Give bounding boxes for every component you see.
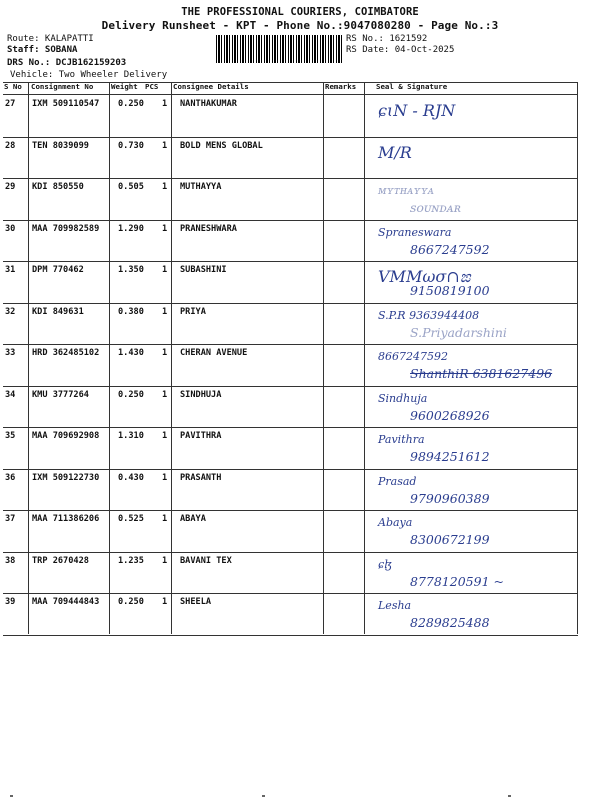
row-consignment-no: KMU 3777264 xyxy=(32,389,89,400)
row-divider xyxy=(3,261,578,262)
row-divider xyxy=(3,552,578,553)
signature-line-2: 8300672199 xyxy=(410,532,490,547)
vehicle-label: Vehicle: Two Wheeler Delivery xyxy=(10,70,168,80)
row-consignment-no: MAA 709444843 xyxy=(32,597,100,607)
row-divider xyxy=(3,303,578,304)
col-pcs-header: PCS xyxy=(145,82,159,91)
rs-date: RS Date: 04-Oct-2025 xyxy=(346,45,455,55)
row-pcs: 1 xyxy=(162,597,168,607)
row-weight: 1.310 xyxy=(118,431,144,441)
col-consignee-header: Consignee Details xyxy=(173,82,249,91)
col-consignment-header: Consignment No xyxy=(31,82,94,91)
row-divider xyxy=(3,220,578,221)
signature-line-2: ShanthiR 6381627496 xyxy=(410,366,553,381)
row-consignee-name: BOLD MENS GLOBAL xyxy=(180,140,263,151)
scan-mark xyxy=(262,795,265,797)
signature-line-1: M/R xyxy=(378,142,412,162)
row-consignment-no: KDI 850550 xyxy=(32,182,84,192)
signature-line-1: Prasad xyxy=(378,474,417,488)
row-consignee-name: SHEELA xyxy=(180,597,212,607)
row-sno: 34 xyxy=(5,389,16,400)
scan-mark xyxy=(10,795,13,797)
row-divider xyxy=(3,510,578,511)
row-sno: 28 xyxy=(5,140,16,151)
row-consignment-no: MAA 711386206 xyxy=(32,514,100,524)
row-pcs: 1 xyxy=(162,99,168,109)
row-weight: 0.505 xyxy=(118,182,144,192)
row-consignment-no: DPM 770462 xyxy=(32,265,84,275)
signature-line-2: 9790960389 xyxy=(410,490,490,506)
signature-line-1: VMMωσ∩ಙ xyxy=(378,267,471,286)
row-divider xyxy=(3,593,578,594)
scan-mark xyxy=(508,795,511,797)
row-consignment-no: MAA 709692908 xyxy=(32,431,100,441)
signature-line-2: S.Priyadarshini xyxy=(410,324,507,340)
signature-line-2: 8778120591 ~ xyxy=(410,573,504,589)
row-weight: 0.730 xyxy=(118,140,144,151)
row-sno: 29 xyxy=(5,182,16,192)
row-pcs: 1 xyxy=(162,223,168,234)
row-sno: 32 xyxy=(5,306,16,317)
signature-line-1: ᴍʏᴛʜᴀʏʏᴀ xyxy=(378,184,435,197)
row-consignment-no: TEN 8039099 xyxy=(32,140,89,151)
row-weight: 1.350 xyxy=(118,265,144,275)
signature-line-1: Sindhuja xyxy=(378,391,428,405)
row-weight: 0.430 xyxy=(118,472,144,483)
row-divider xyxy=(3,635,578,636)
drs-number: DRS No.: DCJB162159203 xyxy=(7,58,127,68)
row-consignment-no: IXM 509110547 xyxy=(32,99,100,109)
row-pcs: 1 xyxy=(162,389,168,400)
row-sno: 37 xyxy=(5,514,16,524)
row-sno: 36 xyxy=(5,472,16,483)
signature-line-2: 9150819100 xyxy=(410,283,490,298)
row-consignment-no: MAA 709982589 xyxy=(32,223,100,234)
row-pcs: 1 xyxy=(162,514,168,524)
row-weight: 0.525 xyxy=(118,514,144,524)
row-pcs: 1 xyxy=(162,140,168,151)
row-sno: 30 xyxy=(5,223,16,234)
signature-line-1: ɕɮ xyxy=(378,557,392,571)
row-consignment-no: KDI 849631 xyxy=(32,306,84,317)
signature-line-2: 8289825488 xyxy=(410,615,490,630)
col-weight-header: Weight xyxy=(111,82,138,91)
row-sno: 39 xyxy=(5,597,16,607)
row-consignee-name: PRANESHWARA xyxy=(180,223,237,234)
signature-line-1: Pavithra xyxy=(378,433,425,446)
row-sno: 35 xyxy=(5,431,16,441)
row-pcs: 1 xyxy=(162,472,168,483)
row-weight: 0.250 xyxy=(118,99,144,109)
row-pcs: 1 xyxy=(162,348,168,358)
col-seal-header: Seal & Signature xyxy=(376,82,448,91)
row-weight: 1.290 xyxy=(118,223,144,234)
signature-line-1: Lesha xyxy=(378,599,412,612)
row-consignee-name: PRASANTH xyxy=(180,472,222,483)
header-divider xyxy=(3,94,578,95)
row-consignee-name: CHERAN AVENUE xyxy=(180,348,248,358)
row-sno: 33 xyxy=(5,348,16,358)
row-consignee-name: NANTHAKUMAR xyxy=(180,99,237,109)
signature-line-1: S.P.R 9363944408 xyxy=(378,308,480,322)
col-sno-header: S No xyxy=(4,82,22,91)
signature-line-1: Abaya xyxy=(378,516,413,529)
runsheet-table xyxy=(3,82,578,636)
rs-number: RS No.: 1621592 xyxy=(346,34,428,44)
row-weight: 0.250 xyxy=(118,597,144,607)
signature-line-1: ɕɩN - RJN xyxy=(378,101,456,120)
row-consignee-name: PRIYA xyxy=(180,306,206,317)
row-sno: 27 xyxy=(5,99,16,109)
row-weight: 1.430 xyxy=(118,348,144,358)
signature-line-2: ꜱᴏᴜɴᴅᴀʀ xyxy=(410,200,461,215)
col-remarks-header: Remarks xyxy=(325,82,357,91)
row-consignee-name: SINDHUJA xyxy=(180,389,222,400)
signature-line-1: 8667247592 xyxy=(378,350,448,363)
row-pcs: 1 xyxy=(162,555,168,566)
row-weight: 0.380 xyxy=(118,306,144,317)
row-weight: 0.250 xyxy=(118,389,144,400)
row-consignee-name: ABAYA xyxy=(180,514,206,524)
row-divider xyxy=(3,427,578,428)
company-name: THE PROFESSIONAL COURIERS, COIMBATORE xyxy=(181,6,419,18)
signature-line-2: 8667247592 xyxy=(410,241,490,257)
row-pcs: 1 xyxy=(162,182,168,192)
row-consignment-no: IXM 509122730 xyxy=(32,472,100,483)
row-sno: 38 xyxy=(5,555,16,566)
signature-line-2: 9894251612 xyxy=(410,449,490,464)
row-divider xyxy=(3,344,578,345)
row-divider xyxy=(3,137,578,138)
row-weight: 1.235 xyxy=(118,555,144,566)
route-label: Route: KALAPATTI xyxy=(7,34,94,44)
barcode-image xyxy=(216,35,342,63)
row-pcs: 1 xyxy=(162,431,168,441)
row-divider xyxy=(3,178,578,179)
row-pcs: 1 xyxy=(162,265,168,275)
signature-line-2: 9600268926 xyxy=(410,407,490,423)
row-pcs: 1 xyxy=(162,306,168,317)
row-divider xyxy=(3,386,578,387)
row-consignee-name: BAVANI TEX xyxy=(180,555,232,566)
row-divider xyxy=(3,469,578,470)
row-consignee-name: SUBASHINI xyxy=(180,265,227,275)
row-consignment-no: HRD 362485102 xyxy=(32,348,100,358)
row-consignment-no: TRP 2670428 xyxy=(32,555,89,566)
staff-label: Staff: SOBANA xyxy=(7,45,78,55)
row-sno: 31 xyxy=(5,265,16,275)
row-consignee-name: MUTHAYYA xyxy=(180,182,222,192)
signature-line-1: Spraneswara xyxy=(378,225,452,239)
row-consignee-name: PAVITHRA xyxy=(180,431,222,441)
runsheet-subtitle: Delivery Runsheet - KPT - Phone No.:9047080280 - Page No.:3 xyxy=(101,19,499,32)
